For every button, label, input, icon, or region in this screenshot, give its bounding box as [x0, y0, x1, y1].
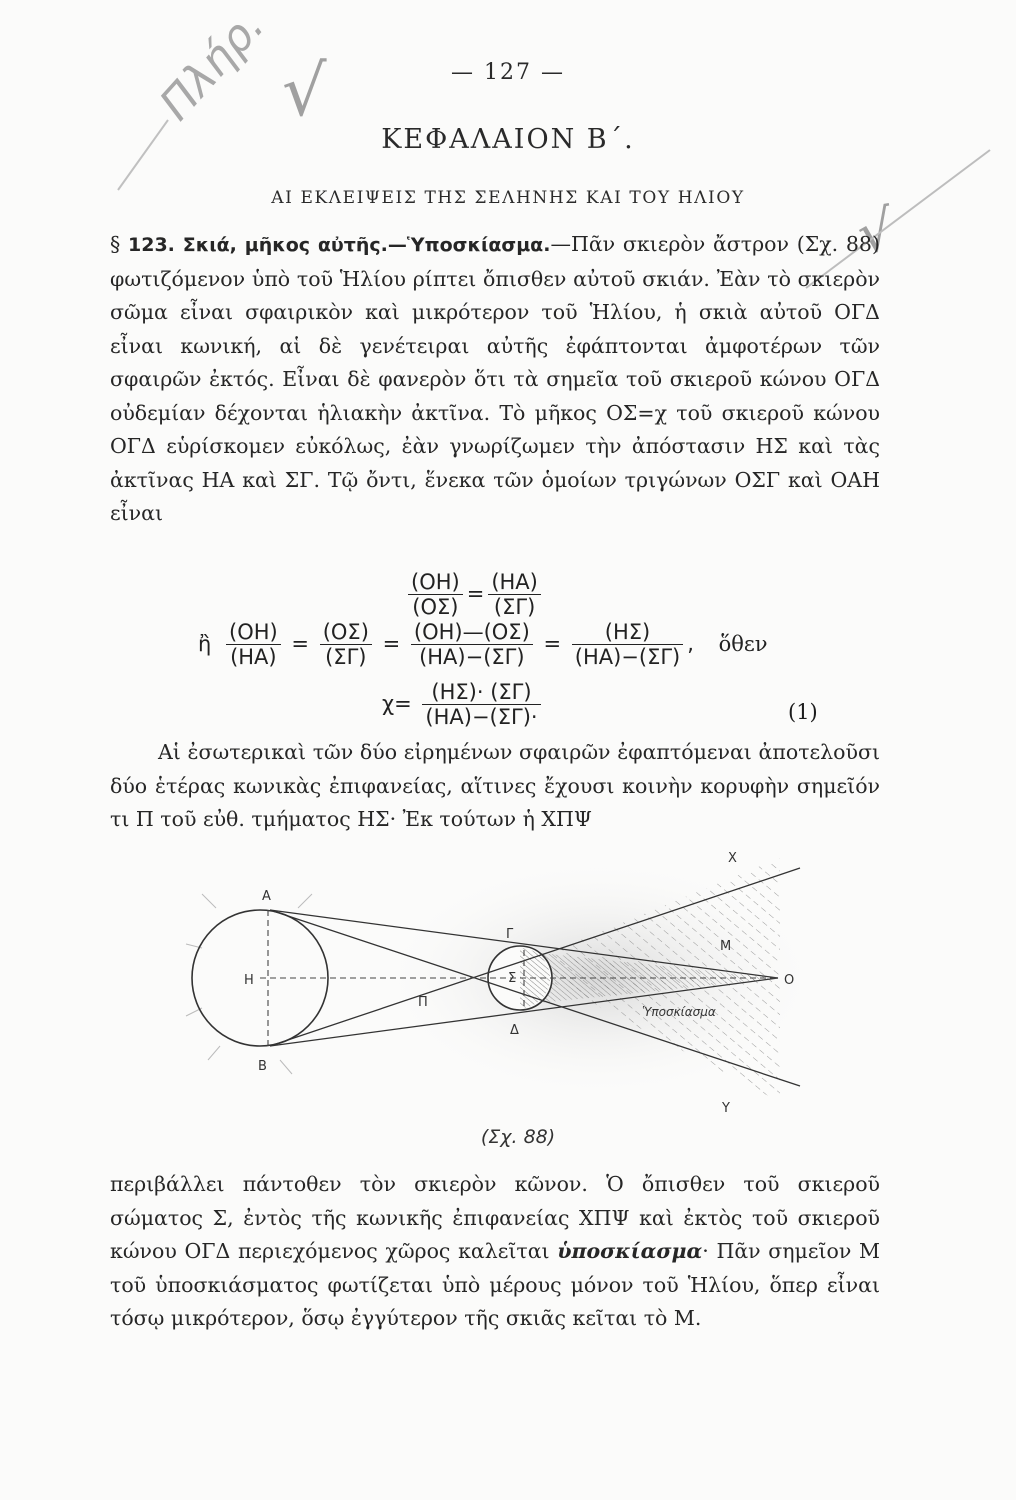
handwritten-check-left: √	[282, 50, 327, 132]
figure-88	[180, 838, 840, 1128]
label-M: Μ	[720, 939, 732, 954]
section-sign: §	[110, 232, 121, 256]
figure-caption: (Σχ. 88)	[480, 1126, 556, 1148]
equation-3	[382, 680, 545, 729]
section-heading: 123. Σκιά, μῆκος αὐτῆς.—Ὑποσκίασμα.	[128, 234, 551, 256]
eq2-f1-num: (ΟΗ)	[226, 620, 281, 645]
eq2-f4-den: (ΗΑ)−(ΣΓ)	[574, 645, 681, 669]
eq3-lhs: χ=	[382, 691, 412, 716]
label-X: Χ	[728, 851, 737, 866]
term-penumbra: ὑποσκίασμα	[557, 1239, 703, 1263]
eq2-equals-1: =	[291, 631, 310, 656]
label-P: Π	[418, 995, 428, 1010]
paragraph-2: Αἱ ἐσωτερικαὶ τῶν δύο εἰρημένων σφαιρῶν ἐφαπτόμεναι ἀποτελοῦσι δύο ἑτέρας κωνικὰς ἐπιφανείας, αἵτινες ἔχουσι κοινὴν κορυφὴν σημεῖόν τι Π τοῦ εὐθ. τμήματος ΗΣ· Ἐκ τούτων ἡ ΧΠΨ	[110, 740, 880, 831]
chapter-title: ΚΕΦΑΛΑΙΟΝ Β΄.	[381, 124, 635, 155]
paragraph-1	[110, 228, 880, 531]
eq2-equals-3: =	[543, 631, 562, 656]
paragraph-1-text: —Πᾶν σκιερὸν ἄστρον (Σχ. 88) φωτιζόμενον ὑπὸ τοῦ Ἡλίου ρίπτει ὄπισθεν αὐτοῦ σκιάν. Ἐὰν τὸ σκιερὸν σῶμα εἶναι σφαιρικὸν καὶ μικρότερον τοῦ Ἡλίου, ἡ σκιὰ αὐτοῦ ΟΓΔ εἶναι κωνική, αἱ δὲ γενέτειραι αὐτῆς ἐφάπτονται ἀμφοτέρων τῶν σφαιρῶν ἐκτός. Εἶναι δὲ φανερὸν ὅτι τὰ σημεῖα τοῦ σκιεροῦ κώνου ΟΓΔ οὐδεμίαν δέχονται ἡλιακὴν ἀκτῖνα. Τὸ μῆκος ΟΣ=χ τοῦ σκιεροῦ κώνου ΟΓΔ εὑρίσκομεν εὐκόλως, ἐὰν γνωρίζωμεν τὴν ἀπόστασιν ΗΣ καὶ τὰς ἀκτῖνας ΗΑ καὶ ΣΓ. Τῷ ὄντι, ἕνεκα τῶν ὁμοίων τριγώνων ΟΣΓ καὶ ΟΑΗ εἶναι	[110, 232, 880, 525]
eq1-den1: (ΟΣ)	[412, 595, 459, 619]
eq1-num1: (ΟΗ)	[408, 570, 463, 595]
equation-1	[404, 570, 545, 619]
eq1-num2: (ΗΑ)	[488, 570, 541, 595]
eq2-f4-num: (ΗΣ)	[572, 620, 684, 645]
handwritten-note: Πλήρ.	[150, 0, 275, 131]
label-H: Η	[244, 973, 254, 988]
paragraph-3-text-before: περιβάλλει πάντοθεν τὸν σκιερὸν κῶνον. Ὁ ὄπισθεν τοῦ σκιεροῦ σώματος Σ, ἐντὸς τῆς κωνικῆς ἐπιφανείας ΧΠΨ καὶ ἐκτὸς τοῦ σκιεροῦ κώνου ΟΓΔ περιεχόμενος χῶρος καλεῖται	[110, 1172, 880, 1263]
eq2-equals-2: =	[382, 631, 401, 656]
eq1-den2: (ΣΓ)	[493, 595, 536, 619]
paragraph-3-text-after: · Πᾶν σημεῖον Μ τοῦ ὑποσκιάσματος φωτίζεται ὑπὸ μέρους μόνον τοῦ Ἡλίου, ὅπερ εἶναι τόσῳ μικρότερον, ὅσῳ ἐγγύτερον τῆς σκιᾶς κεῖται τὸ Μ.	[110, 1239, 880, 1330]
label-G: Γ	[506, 927, 514, 942]
eq2-suffix: ὅθεν	[718, 631, 768, 656]
paragraph-3	[110, 1168, 880, 1336]
handwritten-check-right: √	[852, 197, 900, 268]
label-D: Δ	[510, 1023, 519, 1038]
equation-2: ἢ $\frac{(OH)}{(HA)}$ = $\frac{(O\Sigma)}{(\Sigma\Gamma)}$ = $\frac{(OH)—(O\Sigma)}{(HA)-(\Sigma\Gamma)}$ = $\frac{(H\Sigma)}{(HA)-(\Sigma\Gamma)}$ , ὅθεν	[198, 620, 768, 669]
eq2-f1-den: (ΗΑ)	[230, 645, 277, 669]
eq1-equals: =	[466, 581, 485, 606]
eq2-prefix: ἢ	[198, 631, 212, 656]
label-O: Ο	[784, 973, 795, 988]
label-Y: Υ	[722, 1101, 730, 1116]
eq2-f2-num: (ΟΣ)	[320, 620, 372, 645]
label-B: Β	[258, 1059, 267, 1074]
page-number: — 127 —	[451, 60, 565, 85]
section-title: ΑΙ ΕΚΛΕΙΨΕΙΣ ΤΗΣ ΣΕΛΗΝΗΣ ΚΑΙ ΤΟΥ ΗΛΙΟΥ	[271, 188, 745, 208]
label-penumbra: Ὑποσκίασμα	[642, 1005, 716, 1019]
eq2-f2-den: (ΣΓ)	[325, 645, 367, 669]
equation-number: (1)	[788, 700, 818, 724]
eq3-num: (ΗΣ)· (ΣΓ)	[422, 680, 540, 705]
eq3-den: (ΗΑ)−(ΣΓ)·	[425, 705, 538, 729]
label-A: Α	[262, 889, 271, 904]
eq2-f3-num: (ΟΗ)—(ΟΣ)	[411, 620, 533, 645]
label-S: Σ	[508, 971, 517, 986]
eq2-f3-den: (ΗΑ)−(ΣΓ)	[419, 645, 525, 669]
